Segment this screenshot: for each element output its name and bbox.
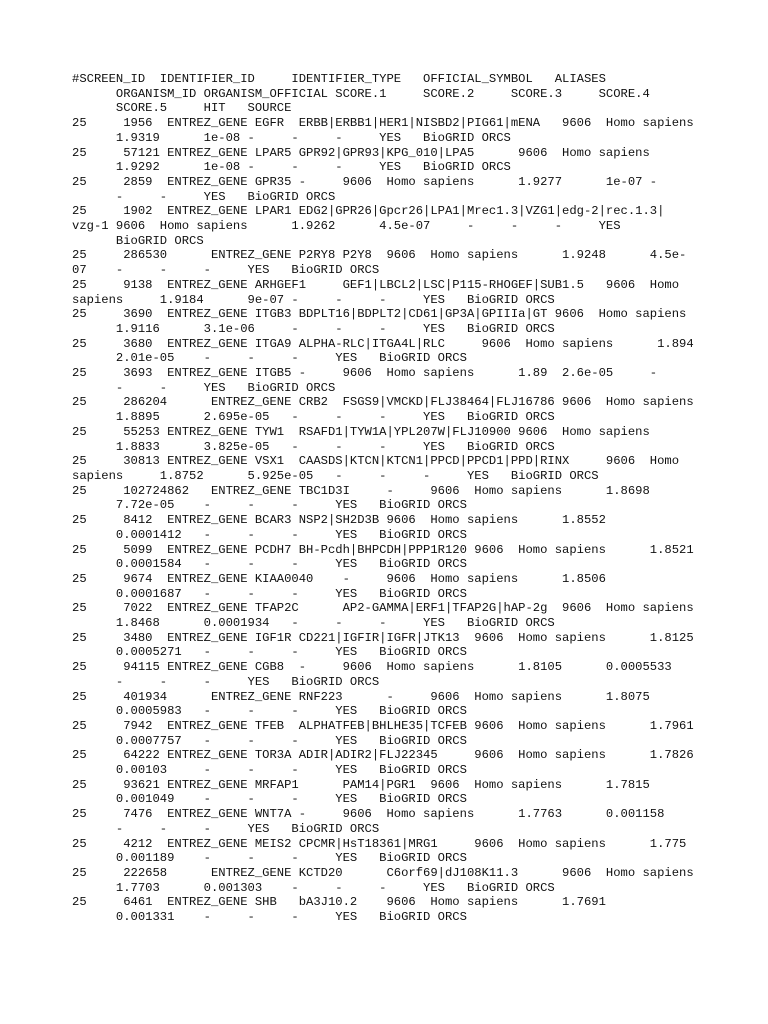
document-line: SCORE.5 HIT SOURCE [72, 101, 292, 116]
document-line: 1.9116 3.1e-06 - - - YES BioGRID ORCS [72, 321, 555, 336]
document-line: 25 286530 ENTREZ_GENE P2RY8 P2Y8 9606 Homo sapiens 1.9248 4.5e- [72, 248, 687, 263]
document-line: sapiens 1.8752 5.925e-05 - - - YES BioGRID ORCS [72, 468, 599, 483]
document-line: - - YES BioGRID ORCS [72, 380, 336, 395]
document-line: 0.0007757 - - - YES BioGRID ORCS [72, 733, 467, 748]
document-line: 0.0005983 - - - YES BioGRID ORCS [72, 704, 467, 719]
document-line: 25 3690 ENTREZ_GENE ITGB3 BDPLT16|BDPLT2|CD61|GP3A|GPIIIa|GT 9606 Homo sapiens [72, 307, 687, 322]
document-line: 25 102724862 ENTREZ_GENE TBC1D3I - 9606 Homo sapiens 1.8698 [72, 483, 650, 498]
document-line: 2.01e-05 - - - YES BioGRID ORCS [72, 351, 467, 366]
document-line: 25 3693 ENTREZ_GENE ITGB5 - 9606 Homo sapiens 1.89 2.6e-05 - [72, 366, 658, 381]
document-line: 25 401934 ENTREZ_GENE RNF223 - 9606 Homo sapiens 1.8075 [72, 689, 650, 704]
document-line: 25 1902 ENTREZ_GENE LPAR1 EDG2|GPR26|Gpcr26|LPA1|Mrec1.3|VZG1|edg-2|rec.1.3| [72, 204, 665, 219]
document-line: vzg-1 9606 Homo sapiens 1.9262 4.5e-07 - - - YES [72, 219, 621, 234]
document-line: 7.72e-05 - - - YES BioGRID ORCS [72, 498, 467, 513]
document-line: 25 1956 ENTREZ_GENE EGFR ERBB|ERBB1|HER1|NISBD2|PIG61|mENA 9606 Homo sapiens [72, 116, 694, 131]
document-line: 1.8895 2.695e-05 - - - YES BioGRID ORCS [72, 410, 555, 425]
document-line: 1.7703 0.001303 - - - YES BioGRID ORCS [72, 880, 555, 895]
document-line: 25 5099 ENTREZ_GENE PCDH7 BH-Pcdh|BHPCDH|PPP1R120 9606 Homo sapiens 1.8521 [72, 542, 694, 557]
document-line: 0.0001687 - - - YES BioGRID ORCS [72, 586, 467, 601]
document-line: 25 6461 ENTREZ_GENE SHB bA3J10.2 9606 Homo sapiens 1.7691 [72, 895, 606, 910]
document-line: - - YES BioGRID ORCS [72, 189, 336, 204]
document-line: 25 57121 ENTREZ_GENE LPAR5 GPR92|GPR93|KPG_010|LPA5 9606 Homo sapiens [72, 145, 650, 160]
document-line: 25 64222 ENTREZ_GENE TOR3A ADIR|ADIR2|FLJ22345 9606 Homo sapiens 1.7826 [72, 748, 694, 763]
document-line: 25 3480 ENTREZ_GENE IGF1R CD221|IGFIR|IGFR|JTK13 9606 Homo sapiens 1.8125 [72, 630, 694, 645]
document-line: 0.0001412 - - - YES BioGRID ORCS [72, 527, 467, 542]
document-line: ORGANISM_ID ORGANISM_OFFICIAL SCORE.1 SCORE.2 SCORE.3 SCORE.4 [72, 86, 650, 101]
tsv-text-block [72, 72, 732, 925]
document-line: 0.001331 - - - YES BioGRID ORCS [72, 910, 467, 925]
document-line: 25 9138 ENTREZ_GENE ARHGEF1 GEF1|LBCL2|LSC|P115-RHOGEF|SUB1.5 9606 Homo [72, 277, 680, 292]
document-line: 1.8468 0.0001934 - - - YES BioGRID ORCS [72, 616, 555, 631]
document-line: 25 55253 ENTREZ_GENE TYW1 RSAFD1|TYW1A|YPL207W|FLJ10900 9606 Homo sapiens [72, 424, 650, 439]
document-line: 0.001049 - - - YES BioGRID ORCS [72, 792, 467, 807]
document-line: 0.00103 - - - YES BioGRID ORCS [72, 763, 467, 778]
tsv-document-body [72, 72, 732, 925]
document-line: 0.001189 - - - YES BioGRID ORCS [72, 851, 467, 866]
document-line: 0.0005271 - - - YES BioGRID ORCS [72, 645, 467, 660]
document-line: 25 3680 ENTREZ_GENE ITGA9 ALPHA-RLC|ITGA4L|RLC 9606 Homo sapiens 1.894 [72, 336, 694, 351]
document-line: 25 94115 ENTREZ_GENE CGB8 - 9606 Homo sapiens 1.8105 0.0005533 [72, 660, 672, 675]
document-line: 25 2859 ENTREZ_GENE GPR35 - 9606 Homo sapiens 1.9277 1e-07 - [72, 174, 658, 189]
document-line: 0.0001584 - - - YES BioGRID ORCS [72, 557, 467, 572]
document-line: 1.8833 3.825e-05 - - - YES BioGRID ORCS [72, 439, 555, 454]
document-line: 25 4212 ENTREZ_GENE MEIS2 CPCMR|HsT18361|MRG1 9606 Homo sapiens 1.775 [72, 836, 687, 851]
document-line: 1.9319 1e-08 - - - YES BioGRID ORCS [72, 130, 511, 145]
document-line: 25 8412 ENTREZ_GENE BCAR3 NSP2|SH2D3B 9606 Homo sapiens 1.8552 [72, 513, 606, 528]
document-line: 25 7942 ENTREZ_GENE TFEB ALPHATFEB|BHLHE35|TCFEB 9606 Homo sapiens 1.7961 [72, 718, 694, 733]
document-line: 25 222658 ENTREZ_GENE KCTD20 C6orf69|dJ108K11.3 9606 Homo sapiens [72, 865, 694, 880]
document-line: - - - YES BioGRID ORCS [72, 674, 380, 689]
document-line: - - - YES BioGRID ORCS [72, 821, 380, 836]
document-line: 25 7476 ENTREZ_GENE WNT7A - 9606 Homo sapiens 1.7763 0.001158 [72, 807, 665, 822]
document-line: 25 9674 ENTREZ_GENE KIAA0040 - 9606 Homo sapiens 1.8506 [72, 571, 606, 586]
document-line: sapiens 1.9184 9e-07 - - - YES BioGRID ORCS [72, 292, 555, 307]
document-line: 25 7022 ENTREZ_GENE TFAP2C AP2-GAMMA|ERF1|TFAP2G|hAP-2g 9606 Homo sapiens [72, 601, 694, 616]
document-line: BioGRID ORCS [72, 233, 204, 248]
document-line: 25 93621 ENTREZ_GENE MRFAP1 PAM14|PGR1 9606 Homo sapiens 1.7815 [72, 777, 650, 792]
document-line: 1.9292 1e-08 - - - YES BioGRID ORCS [72, 160, 511, 175]
document-line: 07 - - - YES BioGRID ORCS [72, 263, 380, 278]
document-line: #SCREEN_ID IDENTIFIER_ID IDENTIFIER_TYPE OFFICIAL_SYMBOL ALIASES [72, 72, 606, 86]
document-line: 25 286204 ENTREZ_GENE CRB2 FSGS9|VMCKD|FLJ38464|FLJ16786 9606 Homo sapiens [72, 395, 694, 410]
document-line: 25 30813 ENTREZ_GENE VSX1 CAASDS|KTCN|KTCN1|PPCD|PPCD1|PPD|RINX 9606 Homo [72, 454, 680, 469]
